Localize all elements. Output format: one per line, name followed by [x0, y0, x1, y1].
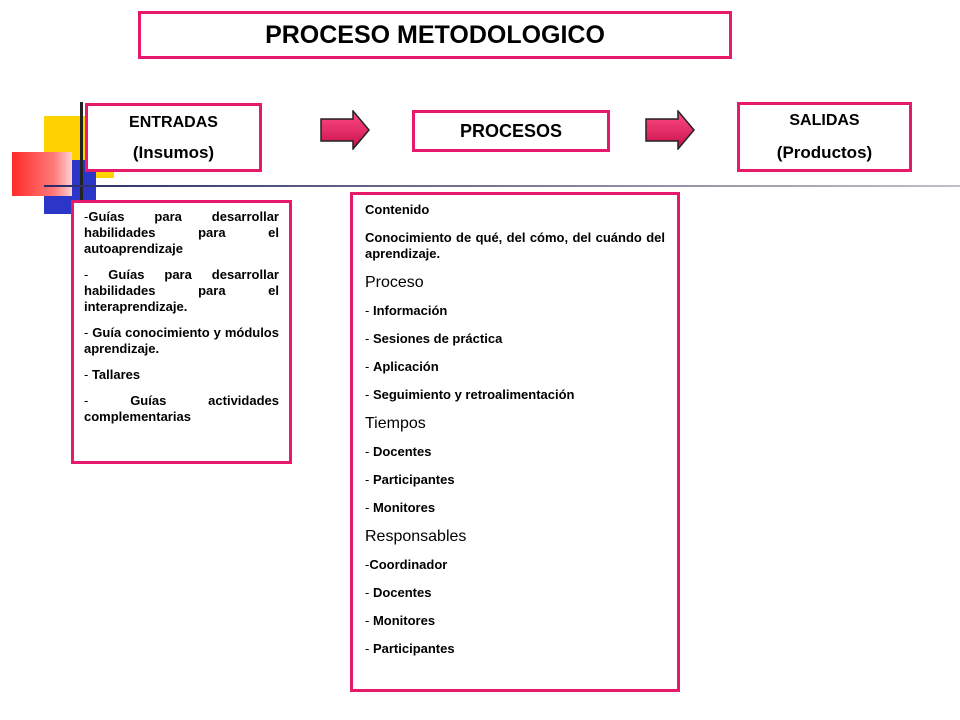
list-item: - Información	[365, 303, 448, 318]
right-arrow-icon	[320, 110, 370, 150]
entradas-box	[85, 103, 262, 172]
insumos-list	[71, 200, 292, 464]
decorative-red-block	[12, 152, 72, 196]
salidas-box	[737, 102, 912, 172]
list-item: - Aplicación	[365, 359, 439, 374]
right-arrow-icon	[645, 110, 695, 150]
list-item: - Sesiones de práctica	[365, 331, 503, 346]
proceso-heading: Proceso	[365, 274, 424, 291]
list-item: - Monitores	[365, 613, 436, 628]
salidas-label: SALIDAS	[789, 112, 860, 129]
responsables-heading: Responsables	[365, 528, 467, 545]
contenido-heading: Contenido	[365, 202, 430, 217]
list-item: - Guías para desarrollar habilidades para el interaprendizaje.	[84, 267, 279, 314]
list-item: -Coordinador	[365, 557, 448, 572]
list-item: - Participantes	[365, 641, 455, 656]
list-item: - Monitores	[365, 500, 436, 515]
entradas-label: ENTRADAS	[129, 113, 218, 131]
list-item: - Docentes	[365, 585, 432, 600]
list-item: - Docentes	[365, 444, 432, 459]
contenido-text: Conocimiento de qué, del cómo, del cuándo del aprendizaje.	[365, 230, 665, 261]
salidas-sublabel: (Productos)	[776, 143, 873, 162]
list-item: - Tallares	[84, 367, 141, 382]
page-title: PROCESO METODOLOGICO	[138, 11, 732, 59]
list-item: - Guías actividades complementarias	[84, 393, 279, 424]
list-item: - Participantes	[365, 472, 455, 487]
procesos-box	[412, 110, 610, 152]
list-item: -Guías para desarrollar habilidades para el autoaprendizaje	[84, 209, 279, 256]
entradas-sublabel: (Insumos)	[132, 142, 215, 162]
list-item: - Seguimiento y retroalimentación	[365, 387, 575, 402]
proceso-detalle-list	[350, 192, 680, 692]
procesos-label: PROCESOS	[459, 120, 563, 141]
decorative-horizontal-line	[44, 185, 960, 187]
tiempos-heading: Tiempos	[365, 415, 426, 432]
list-item: - Guía conocimiento y módulos aprendizaje.	[84, 325, 279, 356]
